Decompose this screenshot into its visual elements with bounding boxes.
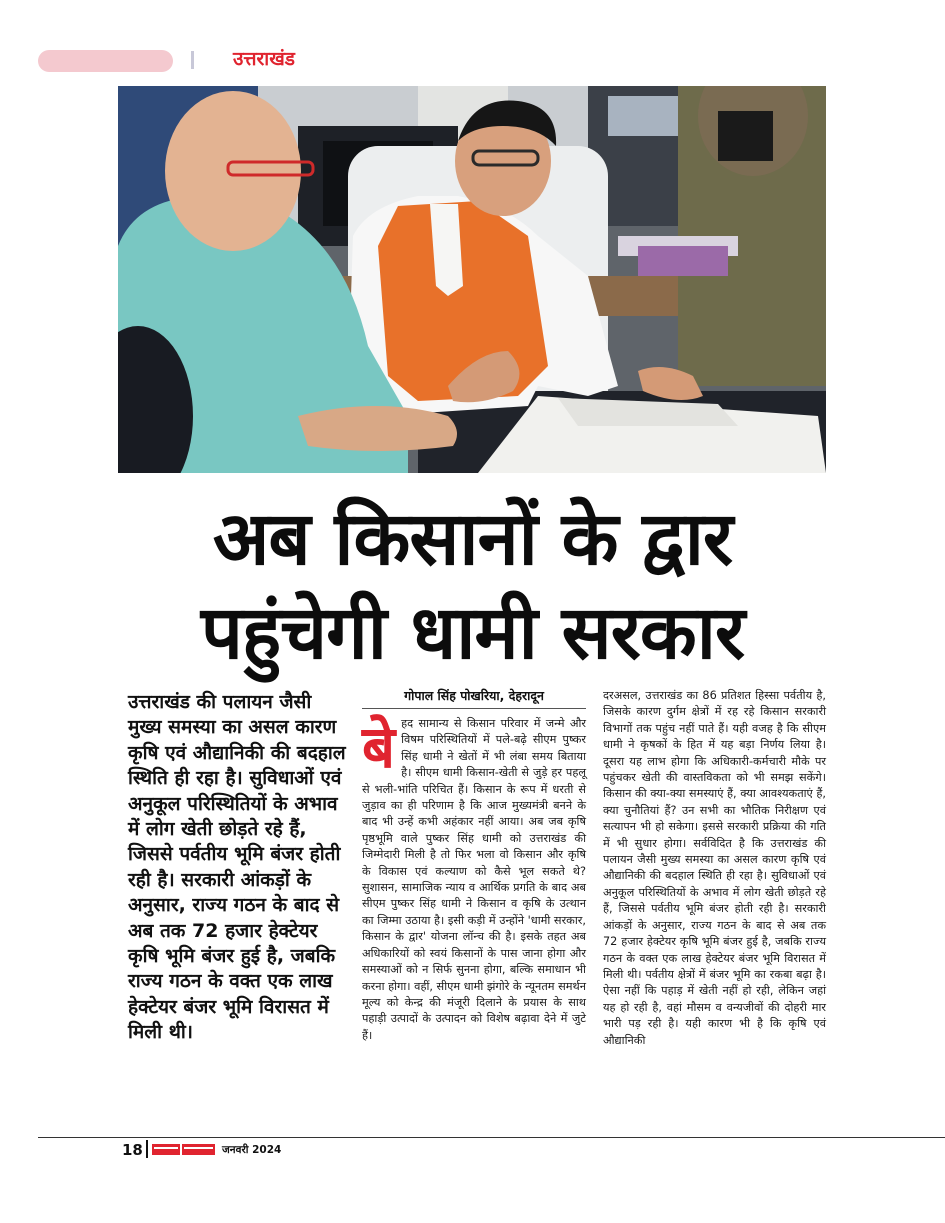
section-label: उत्तराखंड: [233, 48, 295, 70]
page-number: 18: [122, 1141, 143, 1159]
article-column-1-text: हद सामान्य से किसान परिवार में जन्मे और विषम परिस्थितियों में पले-बढ़े सीएम पुष्कर सिंह धामी ने खेतों में भी लंबा समय बिताया है। सीएम धामी किसान-खेती से जुड़े हर पहलू से भली-भांति परिचित हैं। किसान के रूप में धरती से जुड़ाव का ही परिणाम है कि आज मुख्यमंत्री बनने के बाद भी उन्हें कभी अहंकार नहीं आया। अब जब कृषि पृष्ठभूमि वाले पुष्कर सिंह धामी को उत्तराखंड की जिम्मेदारी मिली है तो फिर भला वो किसान और कृषि के विकास एवं कल्याण को कैसे भूल सकते थे? सुशासन, सामाजिक न्याय व आर्थिक प्रगति के बाद अब सीएम पुष्कर सिंह धामी ने किसान व कृषि के उत्थान का जिम्मा उठाया है। इसी कड़ी में उन्होंने 'धामी सरकार, किसान के द्वार' योजना लॉन्च की है। इसके तहत अब अधिकारियों को स्वयं किसानों के पास जाना होगा और समस्याओं को न सिर्फ सुनना होगा, बल्कि समाधान भी करना होगा। वहीं, सीएम धामी झंगोरे के न्यूनतम समर्थन मूल्य को केन्द्र की मंजूरी दिलाने के प्रयास के साथ पहाड़ी उत्पादों के उत्पादन को विशेष बढ़ावा देने में जुटे हैं।: [362, 717, 586, 1042]
headline-line-1: अब किसानों के द्वार: [212, 496, 733, 582]
footer-rule: [38, 1137, 945, 1138]
issue-date: जनवरी 2024: [222, 1144, 282, 1156]
headline: [0, 492, 945, 680]
section-tab-pill: [38, 50, 173, 72]
header-divider: [191, 51, 194, 69]
cm-meeting-photo: [118, 86, 826, 473]
lede-paragraph: उत्तराखंड की पलायन जैसी मुख्य समस्या का असल कारण कृषि एवं औद्यानिकी की बदहाल स्थिति ही रहा है। सुविधाओं एवं अनुकूल परिस्थितियों के अभाव में लोग खेती छोड़ते रहे हैं, जिससे पर्वतीय भूमि बंजर होती रही है। सरकारी आंकड़ों के अनुसार, राज्य गठन के बाद से अब तक 72 हजार हेक्टेयर कृषि भूमि बंजर हुई है, जबकि राज्य गठन के वक्त एक लाख हेक्टेयर बंजर भूमि विरासत में मिली थी।: [128, 691, 346, 1044]
drop-cap: बे: [362, 713, 396, 781]
byline: गोपाल सिंह पोखरिया, देहरादून: [362, 687, 586, 709]
footer-divider: [146, 1140, 148, 1158]
article-column-2: दरअसल, उत्तराखंड का 86 प्रतिशत हिस्सा पर्वतीय है, जिसके कारण दुर्गम क्षेत्रों में रह रहे किसान सरकारी विभागों तक पहुंच नहीं पाते हैं। यही वजह है कि सीएम धामी ने कृषकों के हित में यह बड़ा निर्णय लिया है। दूसरा यह लाभ होगा कि अधिकारी-कर्मचारी मौके पर पहुंचकर खेती की वास्तविकता को भी समझ सकेंगे। किसान की क्या-क्या समस्याएं हैं, क्या आवश्यकताएं हैं, क्या चुनौतियां हैं? उन सभी का भौतिक निरीक्षण एवं सत्यापन भी हो सकेगा। इससे सरकारी प्रक्रिया की गति में भी सुधार होगा। सर्वविदित है कि उत्तराखंड की पलायन जैसी मुख्य समस्या का असल कारण कृषि एवं औद्यानिकी की बदहाल स्थिति ही रहा है। सुविधाओं एवं अनुकूल परिस्थितियों के अभाव में लोग खेती छोड़ते रहे हैं, जिससे पर्वतीय भूमि बंजर होती रही है। सरकारी आंकड़ों के अनुसार, राज्य गठन के बाद से अब तक 72 हजार हेक्टेयर कृषि भूमि बंजर हुई है, जबकि राज्य गठन के वक्त एक लाख हेक्टेयर बंजर भूमि विरासत में मिली थी। पर्वतीय क्षेत्रों में बंजर भूमि का रकबा बढ़ा है। ऐसा नहीं कि पहाड़ में खेती नहीं हो रही, लेकिन जहां यह हो रही है, वहां मौसम व वन्यजीवों की दोहरी मार भारी पड़ रही है। यही कारण भी है कि कृषि एवं औद्यानिकी: [603, 689, 826, 1047]
article-column-1: [362, 713, 586, 1044]
masthead-logo: [152, 1144, 215, 1155]
headline-line-2: पहुंचेगी धामी सरकार: [200, 590, 745, 676]
